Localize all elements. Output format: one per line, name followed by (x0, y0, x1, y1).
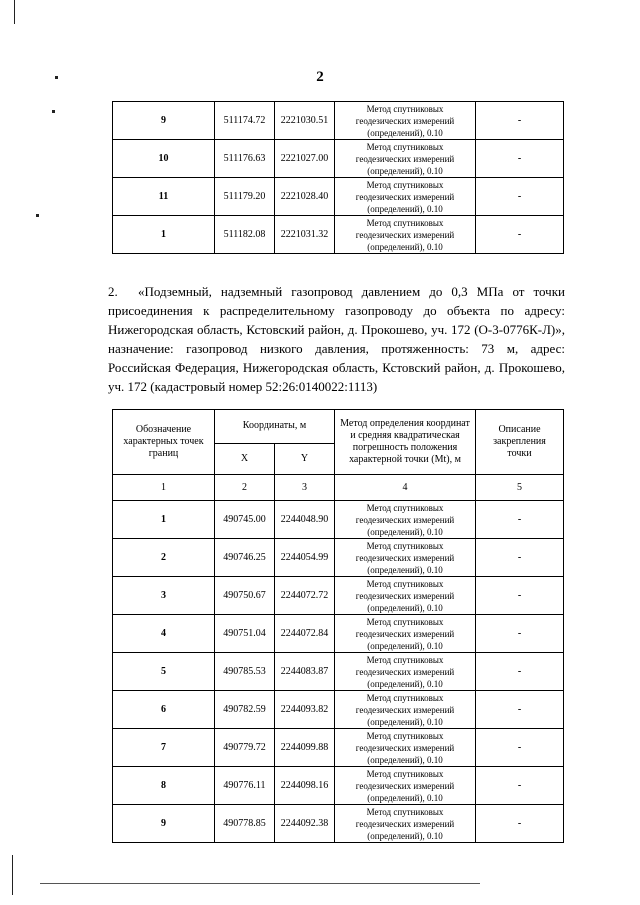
y-cell: 2244099.88 (275, 729, 335, 767)
header-points-l3: границ (148, 448, 179, 459)
method-line: геодезических измерений (355, 818, 455, 829)
point-cell: 1 (113, 216, 215, 254)
numbering-cell: 2 (215, 475, 275, 501)
header-method-l4: характерной точки (Mt), м (349, 454, 461, 465)
y-cell: 2244072.84 (275, 615, 335, 653)
table-row (113, 577, 564, 615)
x-cell: 511174.72 (215, 102, 275, 140)
table-row (113, 216, 564, 254)
point-cell: 1 (113, 501, 215, 539)
scan-bottom-line (40, 883, 480, 884)
x-cell: 511176.63 (215, 140, 275, 178)
numbering-cell: 1 (113, 475, 215, 501)
method-cell (335, 805, 476, 843)
scan-dot (36, 214, 39, 217)
method-line: (определений), 0.10 (367, 127, 443, 138)
method-line: геодезических измерений (355, 514, 455, 525)
fix-cell: - (476, 653, 564, 691)
page-number: 2 (316, 69, 324, 85)
table-row (113, 102, 564, 140)
method-line: (определений), 0.10 (367, 241, 443, 252)
method-line: (определений), 0.10 (367, 754, 443, 765)
fix-cell: - (476, 501, 564, 539)
method-line: геодезических измерений (355, 742, 455, 753)
header-points-l2: характерных точек (123, 436, 204, 447)
method-line: (определений), 0.10 (367, 792, 443, 803)
method-line: геодезических измерений (355, 552, 455, 563)
point-cell: 2 (113, 539, 215, 577)
method-cell (335, 653, 476, 691)
method-line: геодезических измерений (355, 666, 455, 677)
point-cell: 7 (113, 729, 215, 767)
header-points (113, 410, 215, 475)
x-cell: 490785.53 (215, 653, 275, 691)
coordinates-table (112, 409, 564, 843)
method-line: геодезических измерений (355, 704, 455, 715)
scan-edge-line (14, 0, 15, 24)
y-cell: 2221027.00 (275, 140, 335, 178)
scan-edge-line (12, 855, 13, 895)
fix-cell: - (476, 767, 564, 805)
x-cell: 490751.04 (215, 615, 275, 653)
coordinates-table-continued (112, 101, 564, 254)
fix-cell: - (476, 615, 564, 653)
point-cell: 10 (113, 140, 215, 178)
method-cell (335, 615, 476, 653)
y-cell: 2221031.32 (275, 216, 335, 254)
method-cell (335, 729, 476, 767)
y-cell: 2244048.90 (275, 501, 335, 539)
method-line: (определений), 0.10 (367, 830, 443, 841)
fix-cell: - (476, 140, 564, 178)
table-row (113, 140, 564, 178)
method-line: геодезических измерений (355, 229, 455, 240)
x-cell: 490776.11 (215, 767, 275, 805)
method-line: (определений), 0.10 (367, 165, 443, 176)
point-cell: 9 (113, 805, 215, 843)
numbering-cell: 5 (476, 475, 564, 501)
fix-cell: - (476, 805, 564, 843)
method-line: геодезических измерений (355, 153, 455, 164)
method-line: Метод спутниковых (366, 540, 444, 551)
numbering-cell: 4 (335, 475, 476, 501)
header-fix-l3: точки (507, 448, 532, 459)
table-row (113, 729, 564, 767)
table-row (113, 805, 564, 843)
method-cell (335, 539, 476, 577)
header-method-l2: и средняя квадратическая (350, 430, 460, 441)
fix-cell: - (476, 539, 564, 577)
method-line: геодезических измерений (355, 115, 455, 126)
method-cell (335, 102, 476, 140)
table-row (113, 501, 564, 539)
header-method (335, 410, 476, 475)
section-text: «Подземный, надземный газопровод давлением до 0,3 МПа от точки присоединения к распределительному газопроводу до объекта по адресу: Нижегородская область, Кстовский район, д. Прокошево, уч. 172 (О-3-0776К-Л)», назначение: газопровод низкого давления, протяженность: 73 м, адрес: Российская Федерация, Нижегородская область, Кстовский район, д. Прокошево, уч. 172 (кадастровый номер 52:26:0140022:1113) (108, 284, 565, 394)
section-number: 2. (108, 284, 118, 299)
fix-cell: - (476, 691, 564, 729)
section-2-paragraph (108, 282, 565, 396)
table-row (113, 653, 564, 691)
point-cell: 4 (113, 615, 215, 653)
point-cell: 8 (113, 767, 215, 805)
y-cell: 2244083.87 (275, 653, 335, 691)
method-line: геодезических измерений (355, 191, 455, 202)
method-cell (335, 140, 476, 178)
table-row (113, 539, 564, 577)
method-line: (определений), 0.10 (367, 564, 443, 575)
method-line: (определений), 0.10 (367, 716, 443, 727)
x-cell: 490779.72 (215, 729, 275, 767)
method-line: Метод спутниковых (366, 141, 444, 152)
method-line: Метод спутниковых (366, 502, 444, 513)
header-coordinates: Координаты, м (215, 410, 335, 444)
fix-cell: - (476, 102, 564, 140)
scan-dot (52, 110, 55, 113)
method-cell (335, 178, 476, 216)
numbering-cell: 3 (275, 475, 335, 501)
method-cell (335, 577, 476, 615)
y-cell: 2244054.99 (275, 539, 335, 577)
method-line: Метод спутниковых (366, 578, 444, 589)
x-cell: 490750.67 (215, 577, 275, 615)
method-line: Метод спутниковых (366, 806, 444, 817)
y-cell: 2221028.40 (275, 178, 335, 216)
method-line: геодезических измерений (355, 628, 455, 639)
header-method-l1: Метод определения координат (340, 418, 470, 429)
header-x: X (215, 443, 275, 474)
method-line: (определений), 0.10 (367, 602, 443, 613)
point-cell: 5 (113, 653, 215, 691)
x-cell: 490778.85 (215, 805, 275, 843)
fix-cell: - (476, 729, 564, 767)
method-line: Метод спутниковых (366, 103, 444, 114)
y-cell: 2244072.72 (275, 577, 335, 615)
method-line: Метод спутниковых (366, 654, 444, 665)
header-fix (476, 410, 564, 475)
method-cell (335, 691, 476, 729)
table-row (113, 767, 564, 805)
method-line: Метод спутниковых (366, 616, 444, 627)
y-cell: 2244093.82 (275, 691, 335, 729)
method-line: Метод спутниковых (366, 692, 444, 703)
method-line: (определений), 0.10 (367, 526, 443, 537)
method-line: (определений), 0.10 (367, 203, 443, 214)
fix-cell: - (476, 577, 564, 615)
header-y: Y (275, 443, 335, 474)
x-cell: 490782.59 (215, 691, 275, 729)
method-cell (335, 767, 476, 805)
header-fix-l1: Описание (498, 424, 541, 435)
x-cell: 490746.25 (215, 539, 275, 577)
scan-dot (55, 76, 58, 79)
method-line: (определений), 0.10 (367, 640, 443, 651)
method-line: Метод спутниковых (366, 768, 444, 779)
method-line: Метод спутниковых (366, 217, 444, 228)
point-cell: 6 (113, 691, 215, 729)
x-cell: 511182.08 (215, 216, 275, 254)
point-cell: 11 (113, 178, 215, 216)
point-cell: 3 (113, 577, 215, 615)
header-method-l3: погрешность положения (352, 442, 458, 453)
table-row (113, 615, 564, 653)
method-line: геодезических измерений (355, 590, 455, 601)
y-cell: 2244098.16 (275, 767, 335, 805)
header-fix-l2: закрепления (493, 436, 546, 447)
method-cell (335, 501, 476, 539)
point-cell: 9 (113, 102, 215, 140)
header-points-l1: Обозначение (135, 424, 192, 435)
table-row (113, 178, 564, 216)
y-cell: 2221030.51 (275, 102, 335, 140)
method-cell (335, 216, 476, 254)
method-line: геодезических измерений (355, 780, 455, 791)
x-cell: 511179.20 (215, 178, 275, 216)
fix-cell: - (476, 178, 564, 216)
method-line: Метод спутниковых (366, 730, 444, 741)
x-cell: 490745.00 (215, 501, 275, 539)
fix-cell: - (476, 216, 564, 254)
method-line: (определений), 0.10 (367, 678, 443, 689)
table-row (113, 691, 564, 729)
y-cell: 2244092.38 (275, 805, 335, 843)
method-line: Метод спутниковых (366, 179, 444, 190)
